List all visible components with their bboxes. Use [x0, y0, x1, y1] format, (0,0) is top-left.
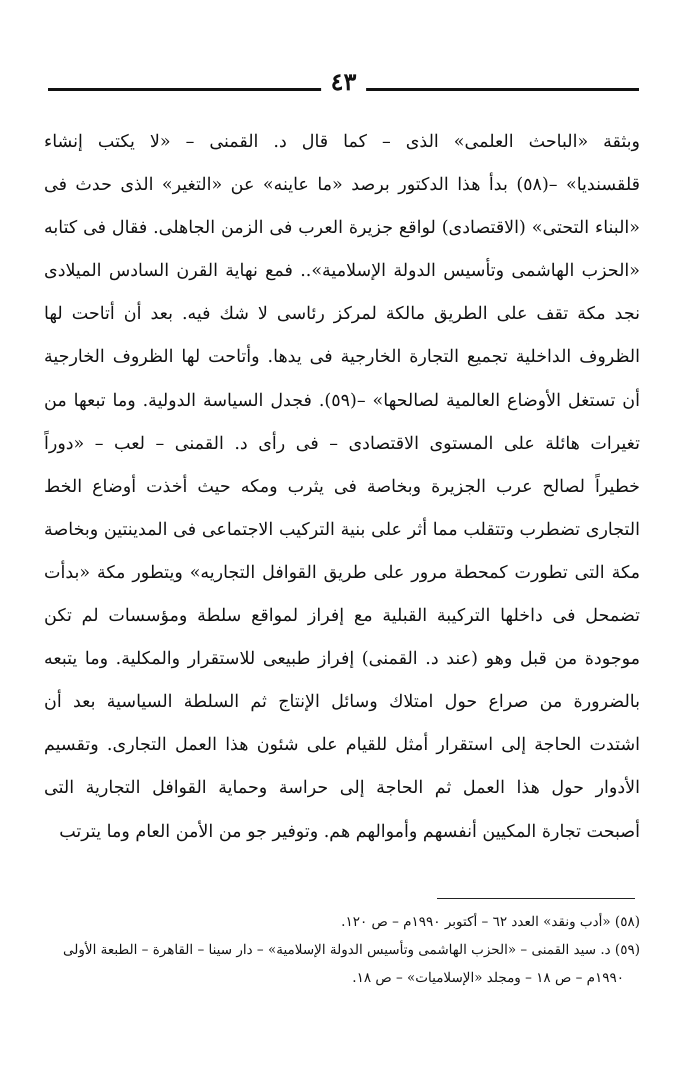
- footnote-separator: [437, 898, 635, 899]
- page-header: [48, 68, 639, 98]
- body-line: نجد مكة تقف على الطريق مالكة لمركز رئاسى لا شك فيه. بعد أن أتاحت لها: [44, 304, 640, 325]
- body-line: أن تستغل الأوضاع العالمية لصالحها» –(٥٩). فجدل السياسة الدولية. وما تبعها من: [44, 390, 640, 411]
- body-line: «البناء التحتى» (الاقتصادى) لواقع جزيرة العرب فى الزمن الجاهلى. فقال فى كتابه: [44, 218, 640, 239]
- body-line: التجارى تضطرب وتتقلب مما أثر على بنية التركيب الاجتماعى فى المدينتين وبخاصة: [44, 519, 640, 540]
- body-line: بالضرورة من صراع حول امتلاك وسائل الإنتاج ثم السلطة السياسية بعد أن: [44, 692, 640, 713]
- body-line: الظروف الداخلية تجميع التجارة الخارجية فى يدها. وأتاحت لها الظروف الخارجية: [44, 347, 640, 368]
- body-line: موجودة من قبل وهو (عند د. القمنى) إفراز طبيعى للاستقرار والمكلية. وما يتبعه: [44, 649, 640, 670]
- footnote-line: (٥٨) «أدب ونقد» العدد ٦٢ – أكتوبر ١٩٩٠م – ص ١٢٠.: [341, 914, 640, 930]
- body-text: [44, 121, 640, 854]
- body-line: قلقسنديا» –(٥٨) بدأ هذا الدكتور برصد «ما عاينه» عن «التغير» الذى حدث فى: [44, 175, 640, 196]
- footnotes: [44, 908, 640, 992]
- body-line: خطيراً لصالح عرب الجزيرة وبخاصة فى يثرب ومكه حيث أخذت أوضاع الخط: [44, 476, 640, 497]
- body-line: الأدوار حول هذا العمل ثم الحاجة إلى حراسة وحماية القوافل التجارية التى: [44, 778, 640, 799]
- body-line: مكة التى تطورت كمحطة مرور على طريق القوافل التجاريه» ويتطور مكة «بدأت: [44, 562, 640, 583]
- body-line: تغيرات هائلة على المستوى الاقتصادى – فى رأى د. القمنى – لعب – «دوراً: [44, 433, 640, 454]
- footnote-line: ١٩٩٠م – ص ١٨ – ومجلد «الإسلاميات» – ص ١٨.: [352, 970, 624, 986]
- body-line: اشتدت الحاجة إلى استقرار أمثل للقيام على شئون هذا العمل التجارى. وتقسيم: [44, 735, 640, 756]
- body-line: وبثقة «الباحث العلمى» الذى – كما قال د. القمنى – «لا يكتب إنشاء: [44, 132, 640, 152]
- body-line: تضمحل فى داخلها التركيبة القبلية مع إفراز لمواقع سلطة ومؤسسات لم تكن: [44, 606, 640, 627]
- page-number: ٤٣: [321, 70, 367, 94]
- body-line: «الحزب الهاشمى وتأسيس الدولة الإسلامية».. فمع نهاية القرن السادس الميلادى: [44, 261, 640, 282]
- footnote-line: (٥٩) د. سيد القمنى – «الحزب الهاشمى وتأسيس الدولة الإسلامية» – دار سينا – القاهرة – الطبعة الأولى: [62, 942, 640, 958]
- body-line: أصبحت تجارة المكيين أنفسهم وأموالهم هم. وتوفير جو من الأمن العام وما يترتب: [59, 821, 640, 842]
